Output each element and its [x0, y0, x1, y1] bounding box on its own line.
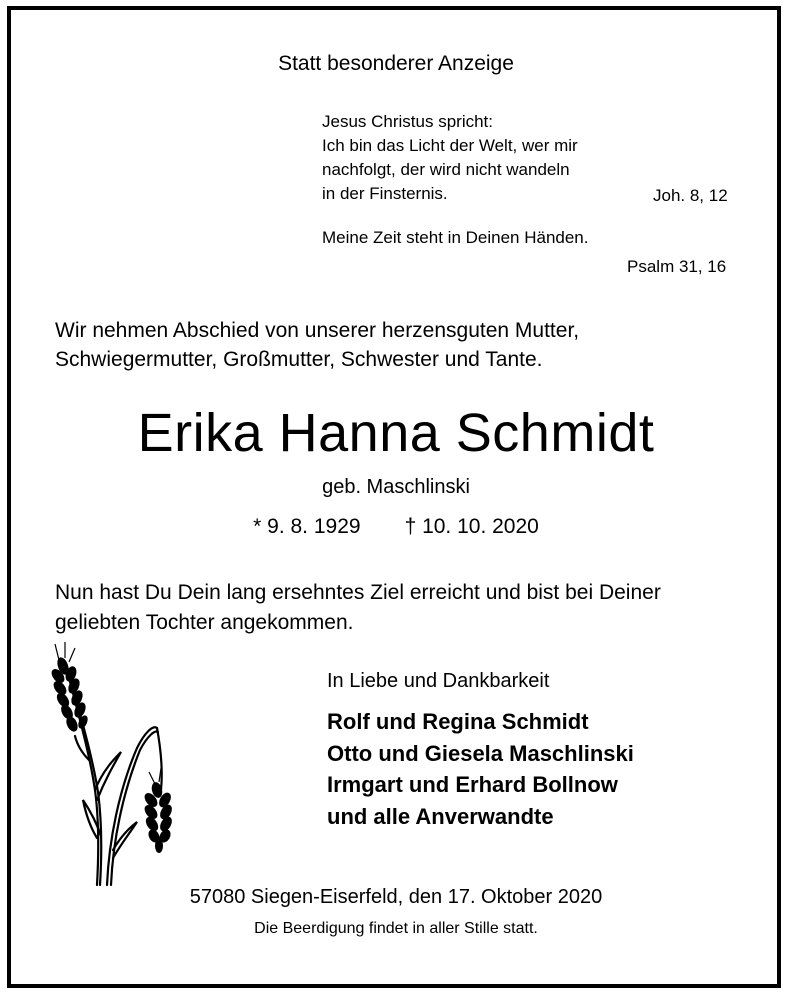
mourner-name: Otto und Giesela Maschlinski [327, 740, 634, 766]
intro-line: Wir nehmen Abschied von unserer herzensguten Mutter, [55, 319, 580, 342]
wheat-icon [45, 640, 195, 890]
death-date: † 10. 10. 2020 [404, 515, 539, 538]
mourners-intro: In Liebe und Dankbarkeit [327, 670, 550, 692]
notice-header: Statt besonderer Anzeige [278, 52, 514, 75]
closing-line: geliebten Tochter angekommen. [55, 611, 354, 634]
mourners-list [327, 706, 634, 832]
birth-date: * 9. 8. 1929 [253, 515, 361, 538]
intro-line: Schwiegermutter, Großmutter, Schwester und Tante. [55, 348, 543, 371]
place-and-date: 57080 Siegen-Eiserfeld, den 17. Oktober 2020 [189, 886, 603, 908]
maiden-name: geb. Maschlinski [322, 476, 470, 498]
burial-note: Die Beerdigung findet in aller Stille statt. [254, 920, 538, 937]
verse-line: nachfolgt, der wird nicht wandeln [322, 160, 570, 179]
mourner-name: und alle Anverwandte [327, 803, 554, 829]
mourner-name: Irmgart und Erhard Bollnow [327, 772, 618, 797]
closing-text [55, 578, 661, 638]
psalm-text: Meine Zeit steht in Deinen Händen. [322, 228, 589, 247]
verse-line: Ich bin das Licht der Welt, wer mir [322, 136, 578, 155]
mourner-name: Rolf und Regina Schmidt [327, 709, 589, 734]
verse-line: in der Finsternis. [322, 184, 448, 203]
verse-line: Jesus Christus spricht: [322, 112, 493, 131]
psalm-reference: Psalm 31, 16 [627, 257, 727, 276]
verse-reference: Joh. 8, 12 [653, 186, 728, 205]
closing-line: Nun hast Du Dein lang ersehntes Ziel erreicht und bist bei Deiner [55, 581, 661, 604]
deceased-name: Erika Hanna Schmidt [137, 403, 655, 463]
life-dates [0, 515, 792, 539]
